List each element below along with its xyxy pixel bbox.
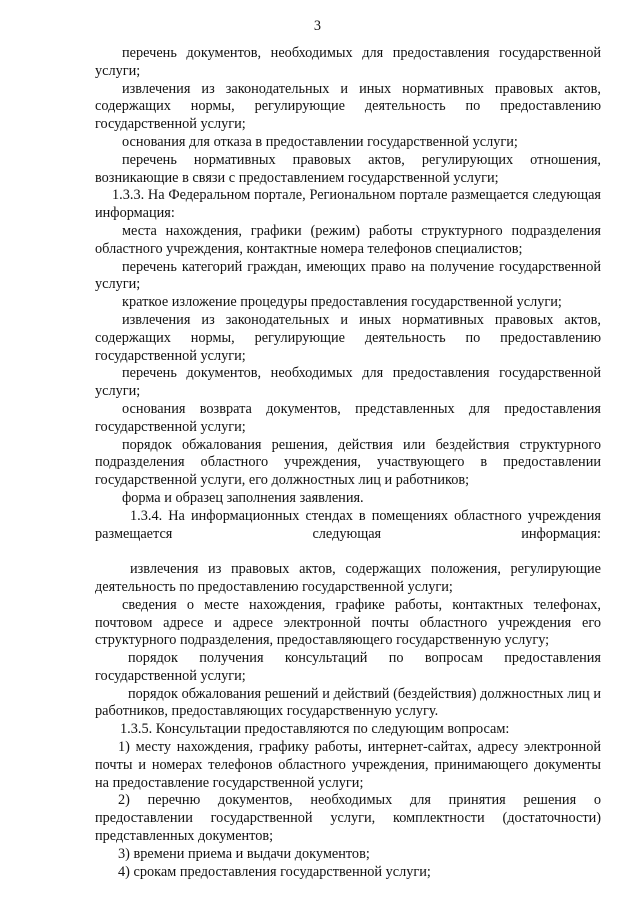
paragraph: порядок получения консультаций по вопросам предоставления государственной услуги; xyxy=(95,650,601,684)
paragraph: извлечения из законодательных и иных нормативных правовых актов, содержащих нормы, регулирующие деятельность по предоставлению государственной услуги; xyxy=(95,80,601,133)
paragraph: перечень документов, необходимых для предоставления государственной услуги; xyxy=(95,45,601,79)
list-item: 3) времени приема и выдачи документов; xyxy=(118,845,370,862)
paragraph: сведения о месте нахождения, графике работы, контактных телефонах, почтовом адресе и адресе электронной почты областного учреждения его структурного подразделения, предоставляющего государственную услугу; xyxy=(95,596,601,649)
page-number: 3 xyxy=(313,18,322,34)
section-1-3-5: 1.3.5. Консультации предоставляются по следующим вопросам: xyxy=(120,721,510,738)
paragraph: перечень нормативных правовых актов, регулирующих отношения, возникающие в связи с предоставлением государственной услуги; xyxy=(95,151,601,186)
paragraph: извлечения из законодательных и иных нормативных правовых актов, содержащих нормы, регулирующие деятельность по предоставлению государственной услуги; xyxy=(95,311,601,364)
paragraph: краткое изложение процедуры предоставления государственной услуги; xyxy=(122,294,562,311)
list-item: 1) месту нахождения, графику работы, интернет-сайтах, адресу электронной почты и номерах телефонов областного учреждения, принимающего документы на предоставление государственной услуги; xyxy=(95,739,601,791)
section-1-3-3: 1.3.3. На Федеральном портале, Региональном портале размещается следующая информация: xyxy=(95,187,601,222)
paragraph: основания возврата документов, представленных для предоставления государственной услуги; xyxy=(95,400,601,435)
paragraph: перечень категорий граждан, имеющих право на получение государственной услуги; xyxy=(95,258,601,293)
paragraph: порядок обжалования решений и действий (бездействия) должностных лиц и работников, предоставляющих государственную услугу. xyxy=(95,685,601,720)
paragraph: извлечения из правовых актов, содержащих положения, регулирующие деятельность по предоставлению государственной услуги; xyxy=(95,561,601,595)
section-1-3-4: 1.3.4. На информационных стендах в помещениях областного учреждения размещается следующая информация: xyxy=(95,507,601,542)
list-item: 4) срокам предоставления государственной услуги; xyxy=(118,863,431,880)
paragraph: форма и образец заполнения заявления. xyxy=(122,489,364,506)
paragraph: перечень документов, необходимых для предоставления государственной услуги; xyxy=(95,365,601,400)
paragraph: места нахождения, графики (режим) работы структурного подразделения областного учреждения, контактные номера телефонов специалистов; xyxy=(95,222,601,257)
document-body xyxy=(95,45,601,881)
paragraph: основания для отказа в предоставлении государственной услуги; xyxy=(122,133,518,150)
paragraph: порядок обжалования решения, действия или бездействия структурного подразделения областного учреждения, участвующего в предоставлении государственной услуги, его должностных лиц и работников; xyxy=(95,436,601,489)
list-item: 2) перечню документов, необходимых для принятия решения о предоставлении государственной услуги, комплектности (достаточности) представленных документов; xyxy=(95,792,601,845)
